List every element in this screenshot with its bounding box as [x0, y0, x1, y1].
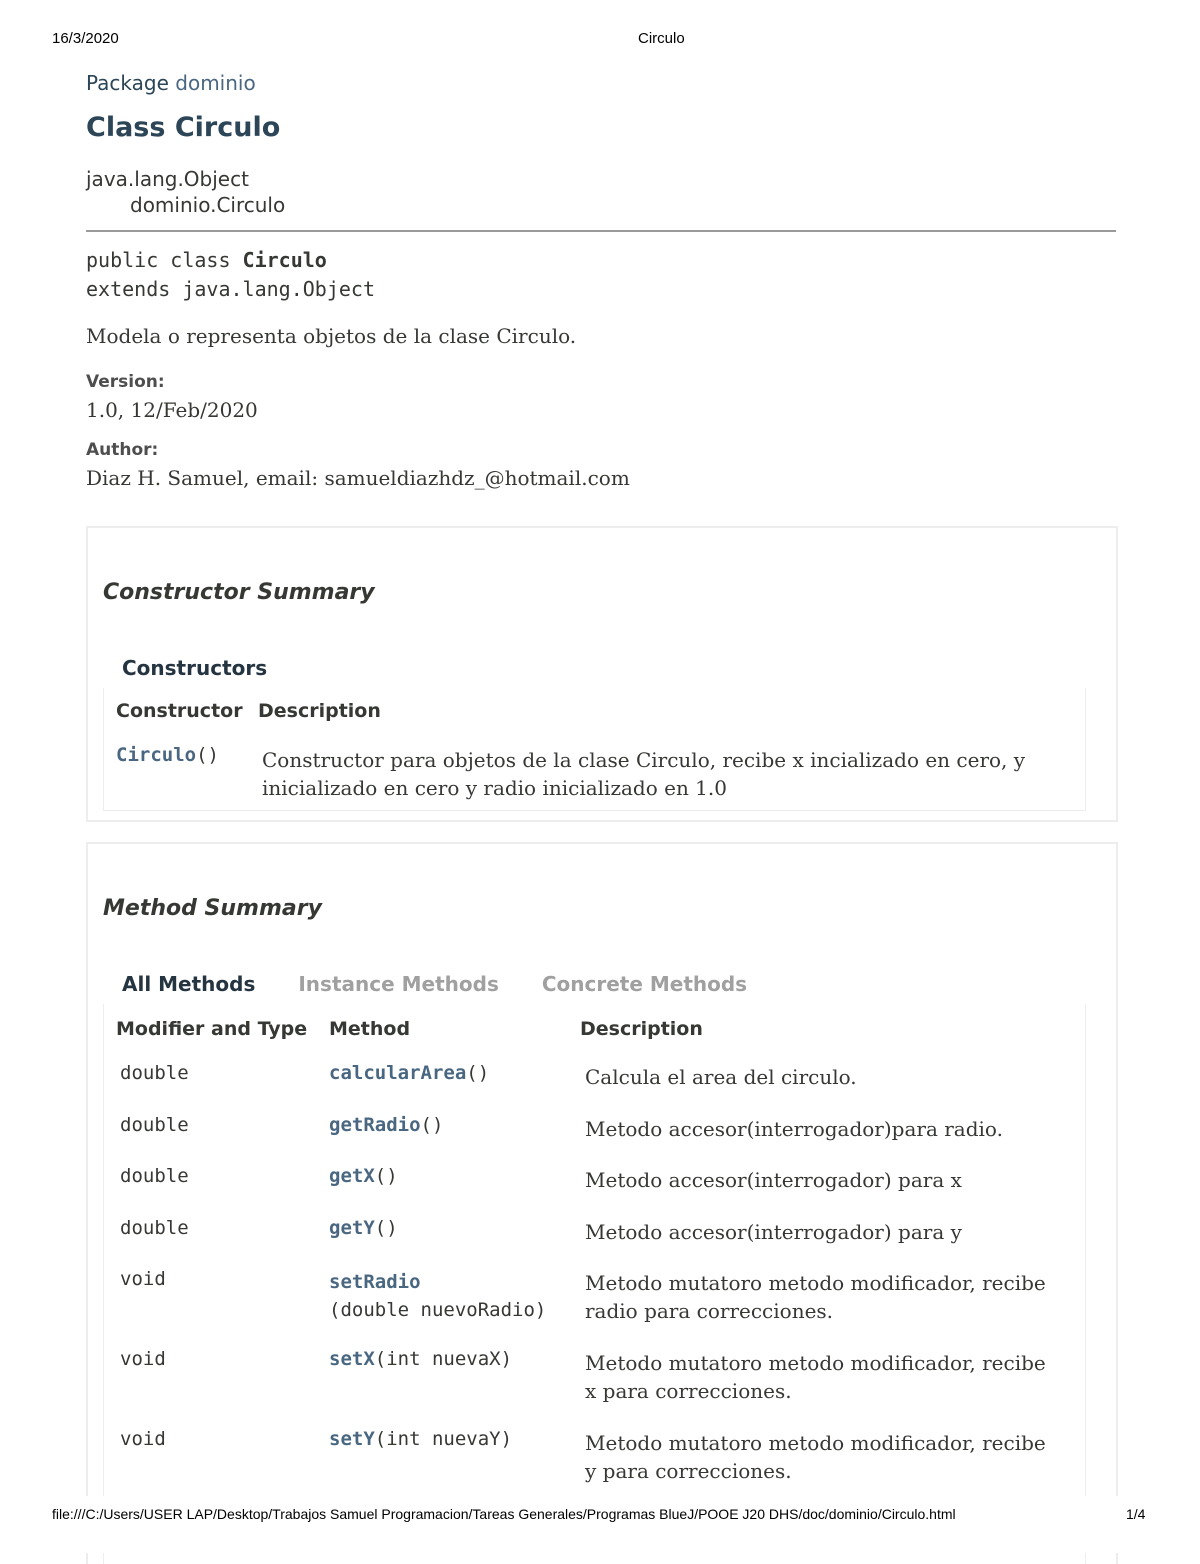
method-signature — [329, 1217, 398, 1239]
method-description — [585, 1349, 1046, 1405]
method-description-line: y para correcciones. — [585, 1459, 792, 1483]
tab-all-methods[interactable]: All Methods — [122, 972, 256, 996]
method-type: void — [120, 1268, 166, 1290]
constructor-summary — [86, 526, 1118, 822]
constructor-link[interactable]: Circulo — [116, 744, 197, 766]
tab-concrete-methods[interactable]: Concrete Methods — [541, 972, 748, 996]
print-date: 16/3/2020 — [52, 30, 119, 47]
method-type: double — [120, 1062, 189, 1084]
footer-band — [0, 1496, 1200, 1553]
method-tabs — [122, 972, 783, 996]
inheritance-root: java.lang.Object — [86, 167, 249, 191]
class-signature — [86, 246, 1116, 304]
version-label: Version: — [86, 372, 165, 392]
page-number: 1/4 — [1126, 1506, 1146, 1522]
description-col-header: Description — [580, 1018, 703, 1040]
method-description-line: radio para correcciones. — [585, 1299, 834, 1323]
method-params: (int nuevaX) — [374, 1348, 513, 1370]
class-header — [86, 66, 1116, 490]
method-col-header: Method — [329, 1018, 411, 1040]
method-link[interactable]: setRadio — [329, 1271, 421, 1293]
author-value: Diaz H. Samuel, email: samueldiazhdz_@hotmail.com — [86, 466, 630, 490]
print-url: file:///C:/Users/USER LAP/Desktop/Trabajos Samuel Programacion/Tareas Generales/Programas BlueJ/POOE J20 DHS/doc/dominio/Circulo.html — [52, 1506, 956, 1522]
method-description-line: x para correcciones. — [585, 1379, 792, 1403]
class-description: Modela o representa objetos de la clase Circulo. — [86, 324, 577, 348]
table-row — [116, 744, 219, 766]
version-value: 1.0, 12/Feb/2020 — [86, 398, 258, 422]
method-signature — [329, 1114, 443, 1136]
signature-extends: extends java.lang.Object — [86, 277, 375, 301]
class-title: Class Circulo — [86, 112, 281, 143]
method-description: Calcula el area del circulo. — [585, 1065, 857, 1089]
method-type: double — [120, 1165, 189, 1187]
method-description — [585, 1429, 1046, 1485]
method-summary-heading: Method Summary — [103, 896, 322, 921]
package-label: Package — [86, 71, 169, 95]
constructor-params: () — [196, 744, 219, 766]
signature-prefix: public class — [86, 248, 243, 272]
constructor-col-header: Constructor — [116, 700, 243, 722]
method-type: double — [120, 1217, 189, 1239]
method-link[interactable]: getRadio — [329, 1114, 421, 1136]
package-line — [86, 66, 1116, 100]
tab-instance-methods[interactable]: Instance Methods — [298, 972, 499, 996]
method-link[interactable]: getX — [329, 1165, 375, 1187]
method-params: (int nuevaY) — [374, 1428, 513, 1450]
method-description: Metodo accesor(interrogador) para x — [585, 1168, 962, 1192]
method-table — [103, 1004, 1086, 1564]
method-description-line: Metodo mutatoro metodo modificador, recibe — [585, 1271, 1046, 1295]
method-link[interactable]: setX — [329, 1348, 375, 1370]
signature-name: Circulo — [242, 248, 327, 272]
constructor-description-line: inicializado en cero y radio inicializado en 1.0 — [262, 776, 727, 800]
method-description: Metodo accesor(interrogador) para y — [585, 1220, 962, 1244]
print-title: Circulo — [638, 30, 685, 47]
method-type: void — [120, 1428, 166, 1450]
modifier-col-header: Modifier and Type — [116, 1018, 308, 1040]
method-link[interactable]: getY — [329, 1217, 375, 1239]
package-link[interactable]: dominio — [175, 71, 256, 95]
method-type: double — [120, 1114, 189, 1136]
author-label: Author: — [86, 440, 159, 460]
method-description-line: Metodo mutatoro metodo modificador, recibe — [585, 1431, 1046, 1455]
inheritance-child: dominio.Circulo — [130, 193, 286, 217]
method-description: Metodo accesor(interrogador)para radio. — [585, 1117, 1003, 1141]
method-signature — [329, 1428, 512, 1450]
method-params: (double nuevoRadio) — [329, 1299, 547, 1321]
method-description — [585, 1269, 1046, 1325]
method-type: void — [120, 1348, 166, 1370]
method-link[interactable]: calcularArea — [329, 1062, 467, 1084]
method-signature — [329, 1062, 489, 1084]
constructor-description-line: Constructor para objetos de la clase Circulo, recibe x incializado en cero, y — [262, 748, 1026, 772]
method-signature — [329, 1268, 546, 1324]
method-description-line: Metodo mutatoro metodo modificador, recibe — [585, 1351, 1046, 1375]
method-signature — [329, 1165, 398, 1187]
inheritance-tree — [86, 166, 1116, 218]
method-params: () — [466, 1062, 490, 1084]
method-link[interactable]: setY — [329, 1428, 375, 1450]
method-params: () — [374, 1217, 398, 1239]
description-col-header: Description — [258, 700, 381, 722]
method-params: () — [374, 1165, 398, 1187]
method-summary — [86, 842, 1118, 1564]
constructor-description — [262, 746, 1025, 802]
method-params: () — [420, 1114, 444, 1136]
constructors-caption: Constructors — [122, 656, 268, 680]
constructor-table — [103, 688, 1086, 811]
constructor-summary-heading: Constructor Summary — [103, 580, 375, 605]
divider — [86, 230, 1116, 232]
method-signature — [329, 1348, 512, 1370]
